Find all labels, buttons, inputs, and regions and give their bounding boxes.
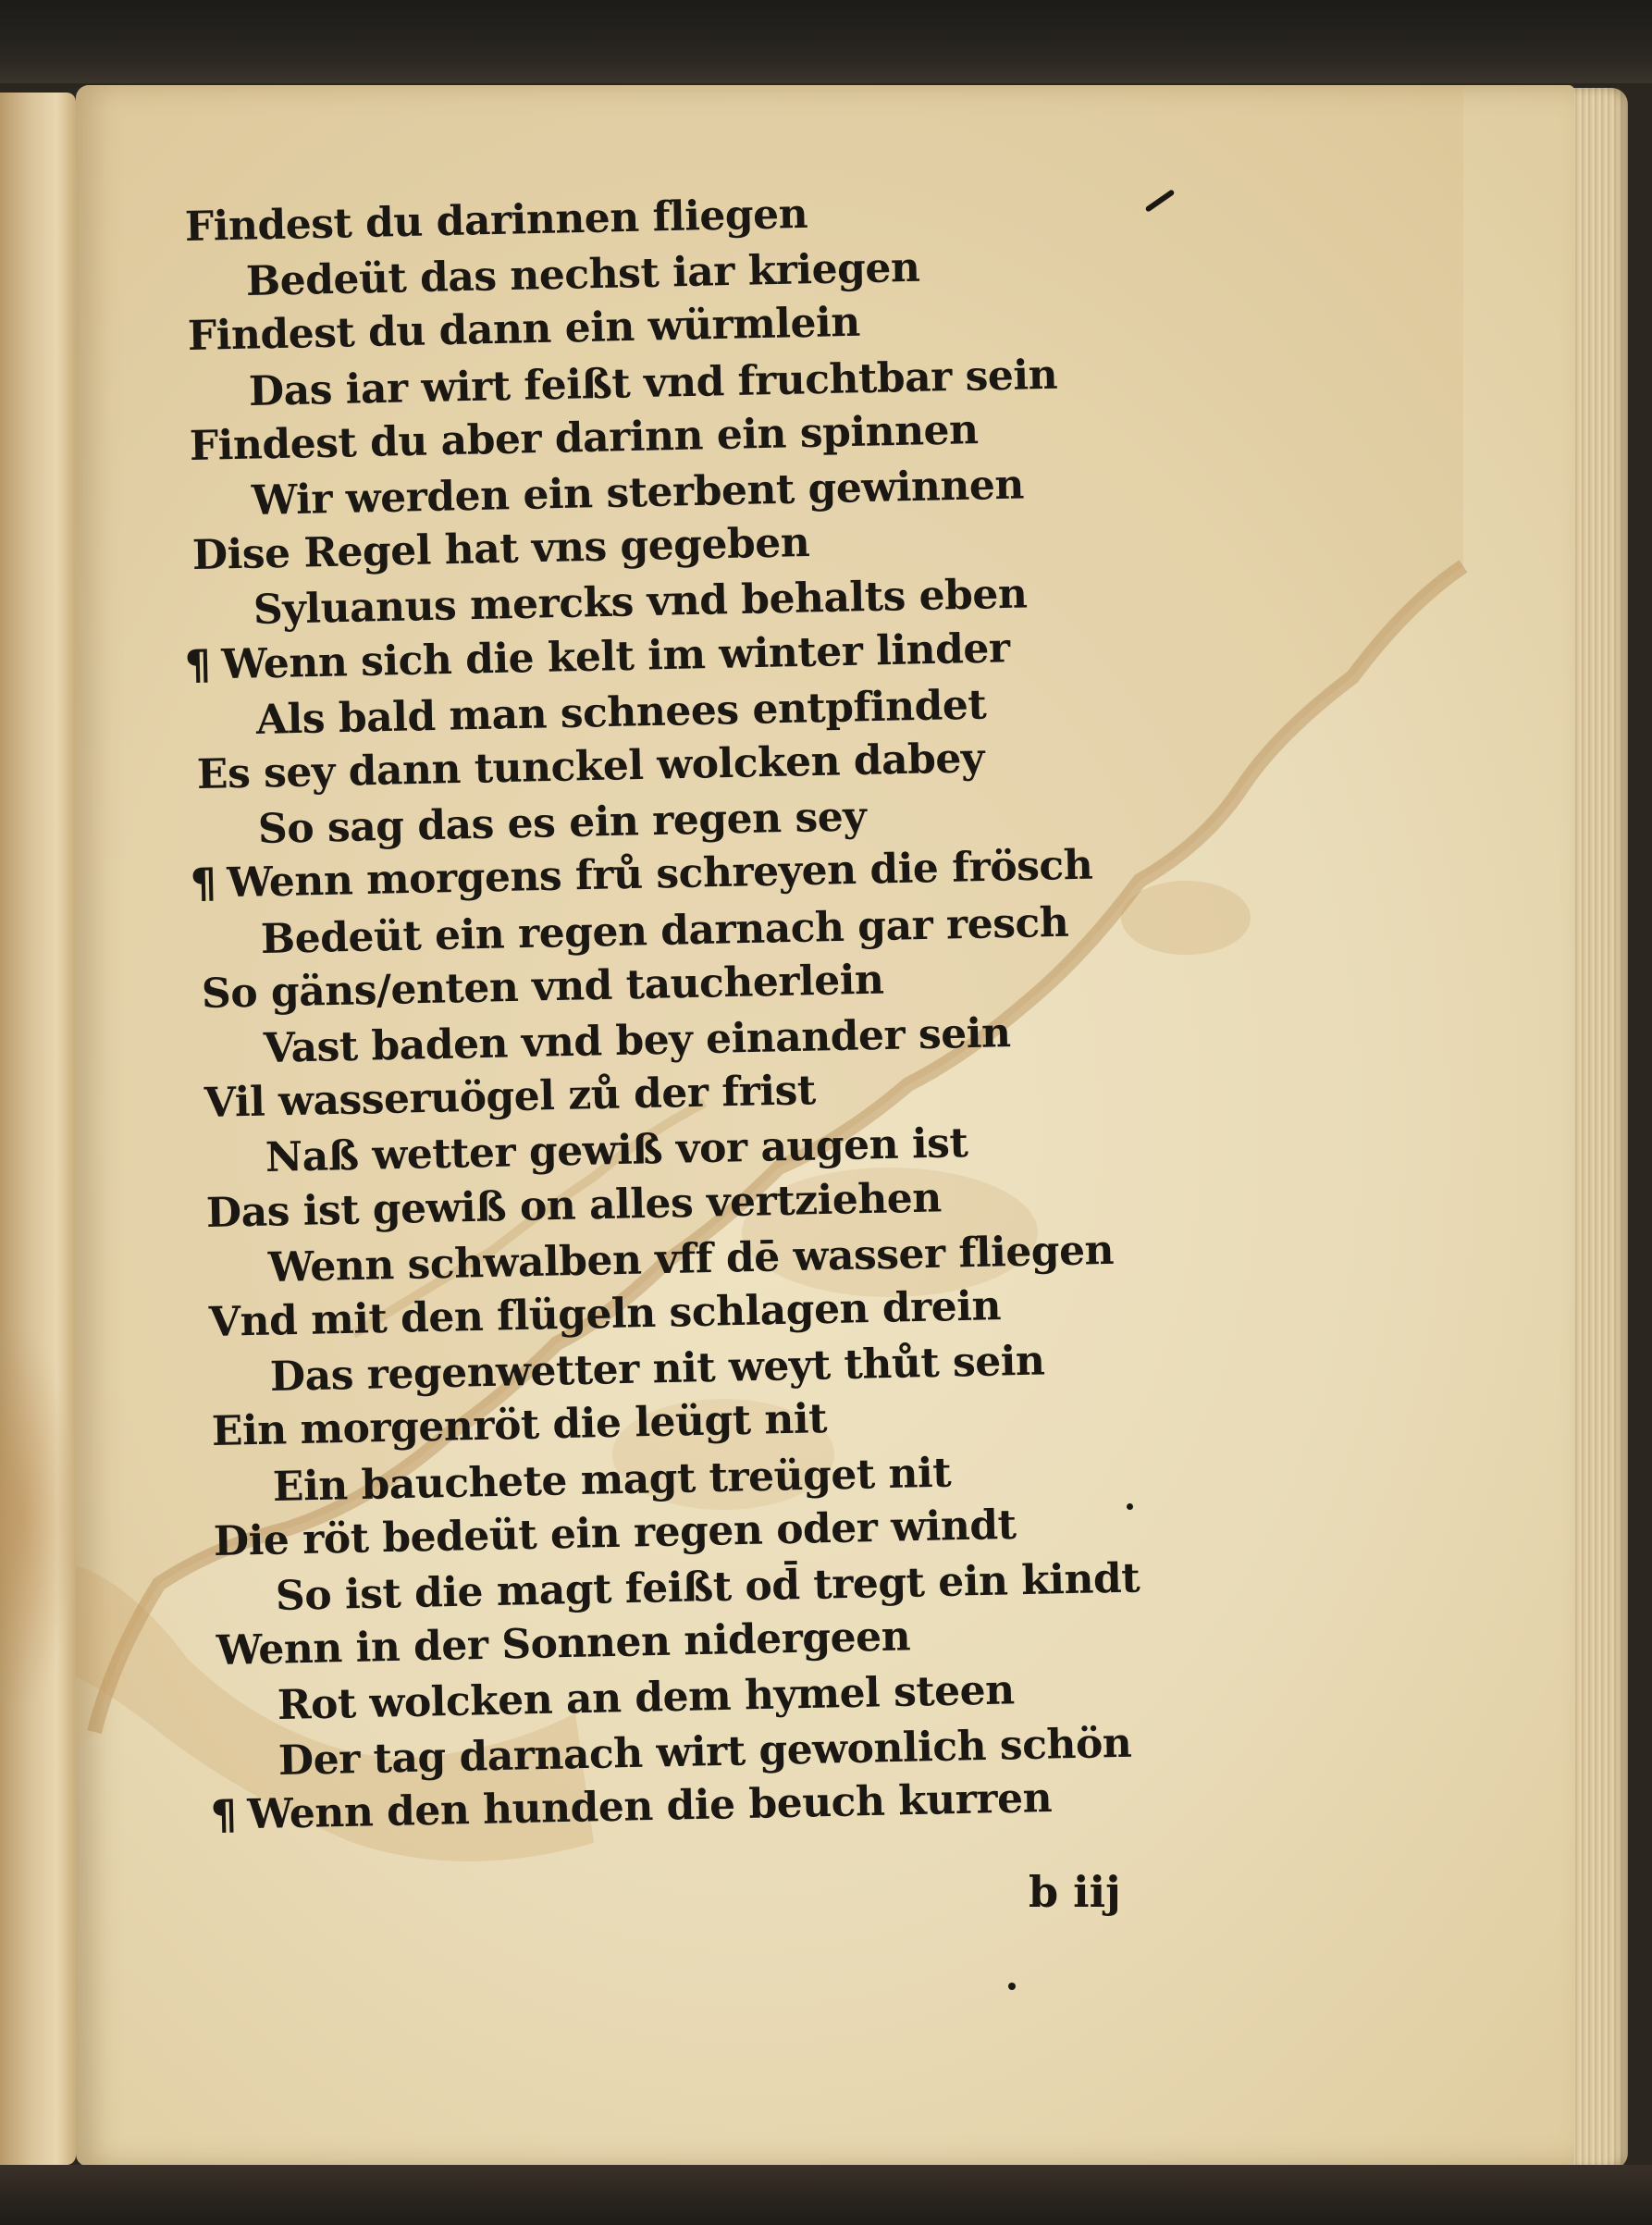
verse-line-text: Die röt bedeüt ein regen oder windt [213, 1501, 1017, 1565]
verse-line-text: Als bald man schnees entpfindet [255, 681, 987, 744]
signature-mark: b iij [1029, 1867, 1121, 1917]
verse-line-text: Wenn den hunden die beuch kurren [246, 1774, 1053, 1838]
paragraph-mark: ¶ [210, 1791, 237, 1839]
left-page-stain [0, 1323, 74, 1712]
verse-line-text: Wenn in der Sonnen nidergeen [216, 1613, 911, 1675]
background-top [0, 0, 1652, 83]
verse-line-text: Findest du aber darinn ein spinnen [189, 405, 980, 470]
verse-line-text: Der tag darnach wirt gewonlich schön [277, 1719, 1133, 1785]
verse-line-text: Das ist gewiß on alles vertziehen [205, 1173, 943, 1237]
verse-line-text: Wenn morgens frů schreyen die frösch [226, 841, 1093, 908]
verse-line-text: So gäns/enten vnd taucherlein [201, 956, 885, 1018]
verse-line-text: Wir werden ein sterbent gewinnen [250, 461, 1024, 525]
verse-line-text: Bedeüt das nechst iar kriegen [245, 243, 921, 306]
verse-line-text: Bedeüt ein regen darnach gar resch [260, 898, 1069, 963]
verse-line-text: Findest du darinnen fliegen [184, 190, 808, 251]
previous-page-edge [0, 93, 76, 2165]
paragraph-mark: ¶ [190, 859, 216, 909]
verse-line-text: Syluanus mercks vnd behalts eben [253, 570, 1028, 635]
verse-line-text: Ein bauchete magt treüget nit [272, 1449, 952, 1511]
verse-line-text: Wenn sich die kelt im winter linder [221, 624, 1011, 688]
verse-line-text: Das iar wirt feißt vnd fruchtbar sein [248, 351, 1058, 415]
verse-line-text: Vast baden vnd bey einander sein [262, 1009, 1011, 1072]
verse-line-text: Findest du dann ein würmlein [187, 299, 860, 361]
verse-line-text: Dise Regel hat vns gegeben [191, 519, 810, 580]
verse-line-text: Rot wolcken an dem hymel steen [277, 1666, 1016, 1730]
paragraph-mark: ¶ [184, 641, 212, 689]
background-bottom [0, 2165, 1652, 2225]
verse-line-text: Naß wetter gewiß vor augen ist [265, 1119, 968, 1182]
verse-line-text: So ist die magt feißt od̄ tregt ein kindt [274, 1554, 1140, 1620]
verse-line-text: Vil wasseruögel zů der frist [203, 1067, 817, 1128]
verse-line-text: Ein morgenröt die leügt nit [211, 1395, 827, 1456]
verse-line-text: Wenn schwalben vff dē wasser fliegen [267, 1226, 1115, 1292]
verse-line-text: Es sey dann tunckel wolcken dabey [196, 735, 985, 798]
ink-dot [1008, 1983, 1016, 1990]
verse-line-text: So sag das es ein regen sey [257, 793, 868, 854]
verse-line-text: Vnd mit den flügeln schlagen drein [208, 1282, 1002, 1346]
ink-dot [1127, 1503, 1133, 1510]
verse-line-text: Das regenwetter nit weyt thůt sein [269, 1337, 1046, 1402]
